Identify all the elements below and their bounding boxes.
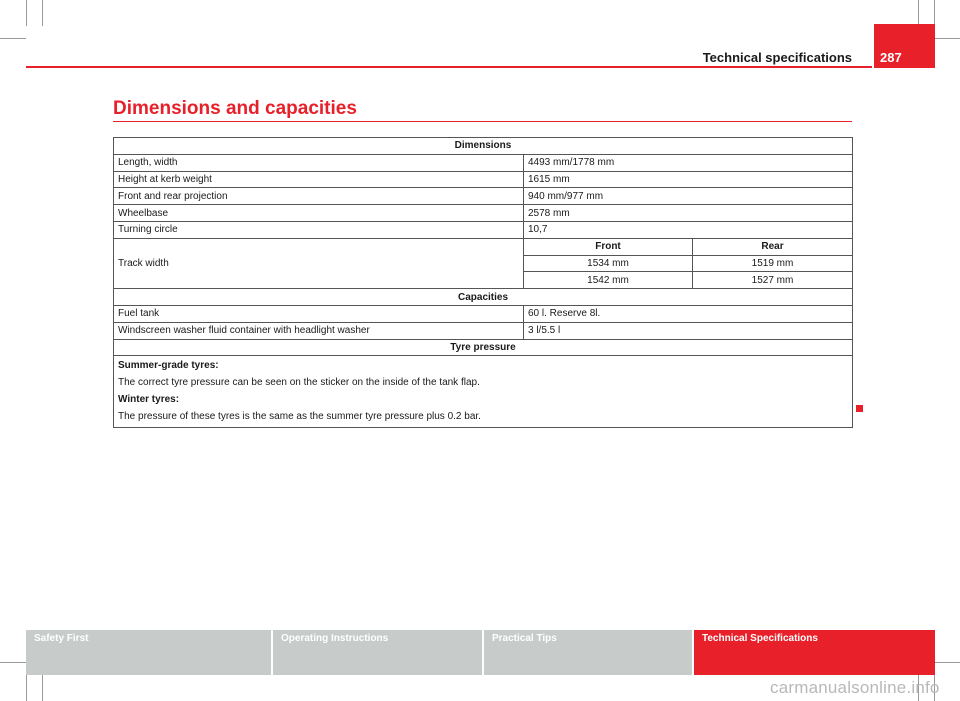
table-row (114, 205, 853, 222)
table-row (114, 356, 853, 428)
tab-label: Practical Tips (492, 633, 557, 644)
table-row (114, 305, 853, 322)
tab-operating-instructions[interactable] (273, 630, 482, 675)
row-value: 2578 mm (524, 205, 853, 222)
tab-safety-first[interactable] (26, 630, 271, 675)
track-width-label: Track width (114, 238, 524, 288)
table-row (114, 188, 853, 205)
tab-practical-tips[interactable] (484, 630, 692, 675)
track-rear-value: 1527 mm (693, 272, 853, 289)
row-label: Turning circle (114, 221, 524, 238)
summer-tyres-heading: Summer-grade tyres: (118, 360, 219, 372)
track-front-header: Front (524, 238, 693, 255)
row-label: Height at kerb weight (114, 171, 524, 188)
dimensions-heading: Dimensions (114, 138, 853, 155)
table-section-header (114, 339, 853, 356)
tab-label: Operating Instructions (281, 633, 389, 644)
track-front-value: 1542 mm (524, 272, 693, 289)
crop-mark (918, 0, 919, 26)
page-title: Dimensions and capacities (113, 98, 357, 119)
row-value: 3 l/5.5 l (524, 322, 853, 339)
row-label: Wheelbase (114, 205, 524, 222)
tab-technical-specifications[interactable] (694, 630, 935, 675)
row-value: 10,7 (524, 221, 853, 238)
tyre-pressure-heading: Tyre pressure (114, 339, 853, 356)
specifications-table (113, 137, 853, 428)
crop-mark (26, 675, 27, 701)
crop-mark (26, 0, 27, 26)
track-rear-value: 1519 mm (693, 255, 853, 272)
table-section-header (114, 138, 853, 155)
tyre-pressure-notes (114, 356, 853, 428)
table-row (114, 238, 853, 255)
winter-tyres-heading: Winter tyres: (118, 394, 180, 406)
capacities-heading: Capacities (114, 289, 853, 306)
table-row (114, 322, 853, 339)
running-header-title: Technical specifications (702, 50, 852, 65)
header-divider (26, 66, 872, 68)
watermark: carmanualsonline.info (770, 678, 940, 697)
crop-mark (934, 0, 935, 26)
table-row (114, 154, 853, 171)
winter-tyres-text: The pressure of these tyres is the same as the summer tyre pressure plus 0.2 bar. (118, 411, 481, 423)
row-label: Windscreen washer fluid container with headlight washer (114, 322, 524, 339)
row-value: 1615 mm (524, 171, 853, 188)
crop-mark (0, 662, 26, 663)
row-value: 60 l. Reserve 8l. (524, 305, 853, 322)
tab-label: Technical Specifications (702, 633, 818, 644)
crop-mark (934, 662, 960, 663)
chapter-tabs (26, 630, 935, 675)
tab-label: Safety First (34, 633, 89, 644)
crop-mark (42, 0, 43, 26)
section-end-marker (856, 405, 863, 412)
crop-mark (42, 675, 43, 701)
crop-mark (0, 38, 26, 39)
row-label: Front and rear projection (114, 188, 524, 205)
summer-tyres-text: The correct tyre pressure can be seen on the sticker on the inside of the tank flap. (118, 377, 480, 389)
table-section-header (114, 289, 853, 306)
table-row (114, 221, 853, 238)
row-value: 4493 mm/1778 mm (524, 154, 853, 171)
track-front-value: 1534 mm (524, 255, 693, 272)
table-row (114, 171, 853, 188)
track-rear-header: Rear (693, 238, 853, 255)
title-underline (113, 121, 852, 122)
row-label: Fuel tank (114, 305, 524, 322)
row-label: Length, width (114, 154, 524, 171)
row-value: 940 mm/977 mm (524, 188, 853, 205)
crop-mark (934, 38, 960, 39)
page-number: 287 (874, 24, 935, 68)
